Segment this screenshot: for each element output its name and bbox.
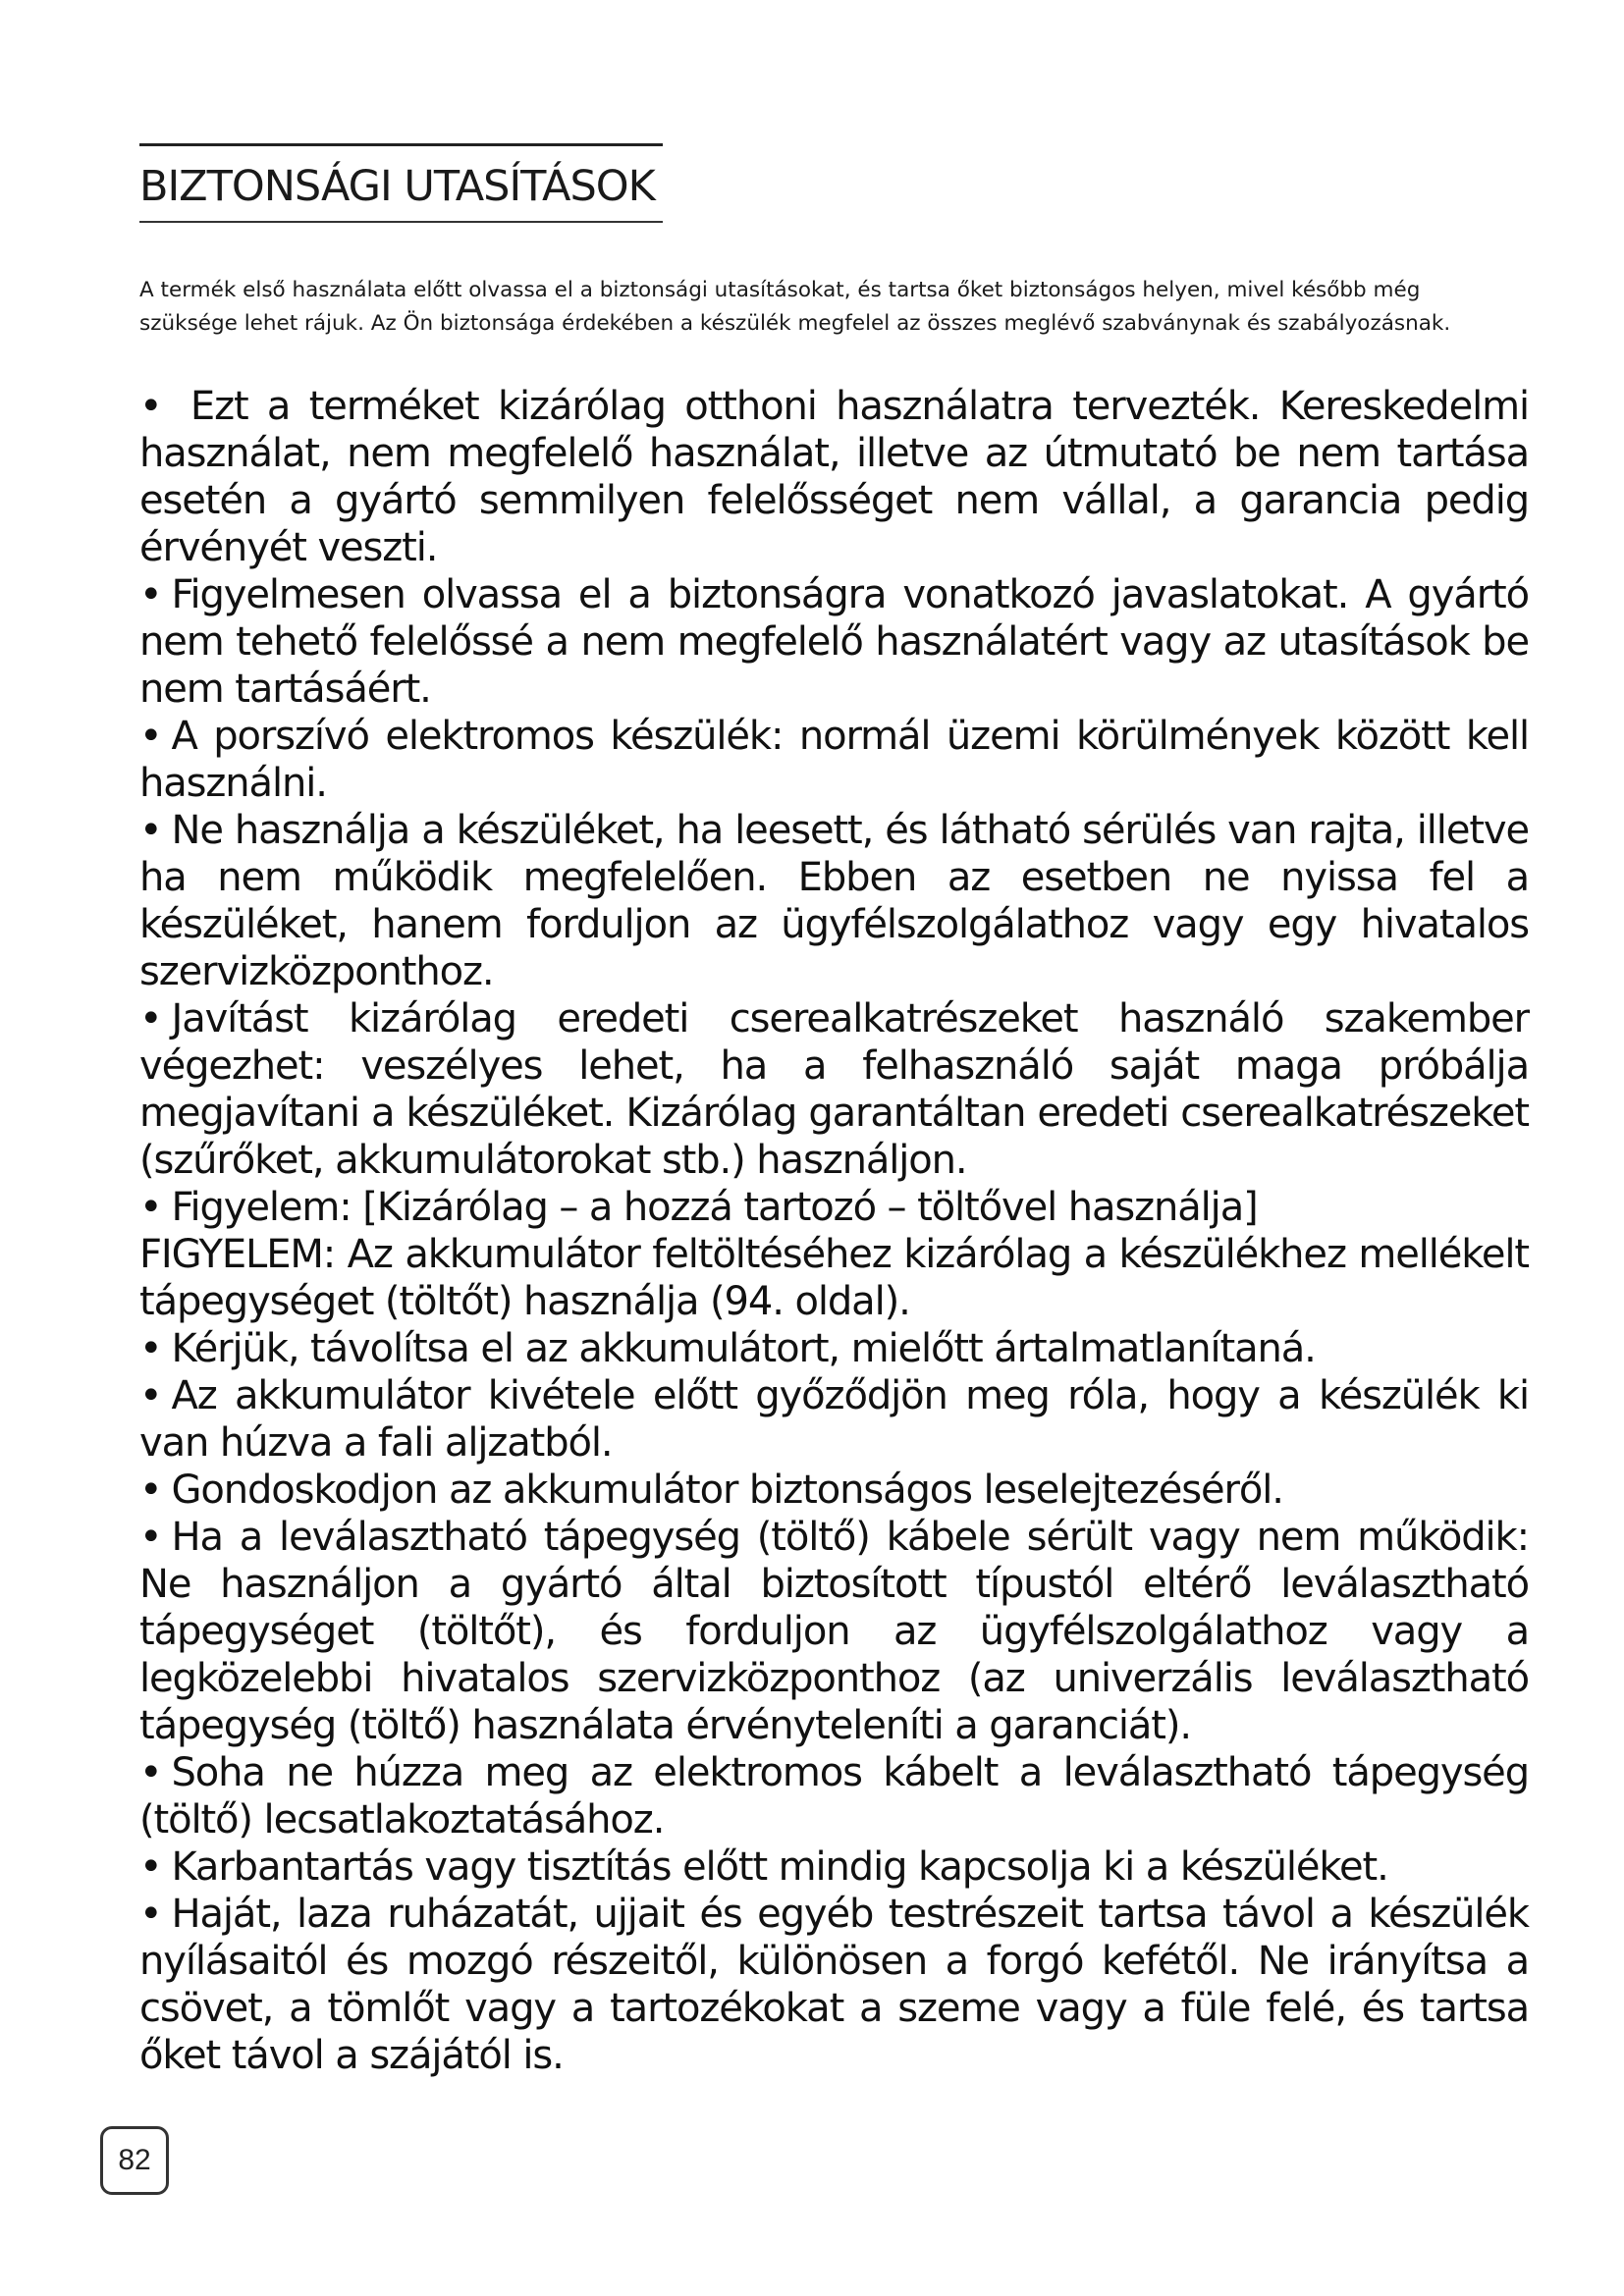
list-item — [139, 1514, 1529, 1749]
bullet-icon: • — [139, 1373, 162, 1418]
list-item-text: Gondoskodjon az akkumulátor biztonságos leselejtezéséről. — [171, 1468, 1283, 1513]
header-top-rule — [139, 143, 663, 146]
list-item-text: Karbantartás vagy tisztítás előtt mindig kapcsolja ki a készüléket. — [171, 1844, 1388, 1890]
page-title: BIZTONSÁGI UTASÍTÁSOK — [139, 162, 655, 211]
bullet-icon: • — [139, 1468, 162, 1513]
bullet-icon: • — [139, 1185, 162, 1230]
bullet-icon: • — [139, 1326, 162, 1371]
list-item-text: Javítást kizárólag eredeti cserealkatrészeket használó szakember végezhet: veszélyes lehet, ha a felhasználó saját maga próbálja megjavítani a készüléket. Kizárólag garantáltan eredeti cserealkatrészeket (szűrőket, akkumulátorokat stb.) használjon. — [139, 996, 1529, 1183]
list-item-text: Figyelmesen olvassa el a biztonságra vonatkozó javaslatokat. A gyártó nem tehető felelőssé a nem megfelelő használatért vagy az utasítások be nem tartásáért. — [139, 572, 1529, 712]
list-item — [139, 1325, 1529, 1372]
safety-instructions-list — [139, 383, 1529, 2079]
list-item-text: Ezt a terméket kizárólag otthoni használatra tervezték. Kereskedelmi használat, nem megfelelő használat, illetve az útmutató be nem tartása esetén a gyártó semmilyen felelősséget nem vállal, a garancia pedig érvényét veszti. — [139, 384, 1529, 570]
list-item — [139, 1843, 1529, 1891]
list-item — [139, 807, 1529, 995]
list-item-text: Soha ne húzza meg az elektromos kábelt a leválasztható tápegység (töltő) lecsatlakoztatásához. — [139, 1750, 1529, 1842]
bullet-icon: • — [139, 1515, 162, 1560]
list-item-text: Kérjük, távolítsa el az akkumulátort, mielőtt ártalmatlanítaná. — [171, 1326, 1316, 1371]
list-item — [139, 713, 1529, 807]
list-item — [139, 1749, 1529, 1843]
list-item — [139, 1372, 1529, 1467]
bullet-icon: • — [139, 996, 162, 1041]
warning-line: FIGYELEM: Az akkumulátor feltöltéséhez kizárólag a készülékhez mellékelt tápegységet (töltőt) használja (94. oldal). — [139, 1232, 1529, 1324]
bullet-icon: • — [139, 1892, 162, 1937]
list-item-text: Az akkumulátor kivétele előtt győződjön meg róla, hogy a készülék ki van húzva a fali aljzatból. — [139, 1373, 1529, 1466]
header-bottom-rule — [139, 221, 663, 223]
list-item-text: Ha a leválasztható tápegység (töltő) kábele sérült vagy nem működik: Ne használjon a gyártó által biztosított típustól eltérő leválasztható tápegységet (töltőt), és forduljon az ügyfélszolgálathoz vagy a legközelebbi hivatalos szervizközponthoz (az univerzális leválasztható tápegység (töltő) használata érvényteleníti a garanciát). — [139, 1515, 1529, 1748]
list-item-text: A porszívó elektromos készülék: normál üzemi körülmények között kell használni. — [139, 714, 1529, 806]
list-item-text: Haját, laza ruházatát, ujjait és egyéb testrészeit tartsa távol a készülék nyílásaitól és mozgó részeitől, különösen a forgó kefétől. Ne irányítsa a csövet, a tömlőt vagy a tartozékokat a szeme vagy a füle felé, és tartsa őket távol a szájától is. — [139, 1892, 1529, 2078]
list-item — [139, 383, 1529, 571]
list-item-text: Ne használja a készüléket, ha leesett, és látható sérülés van rajta, illetve ha nem működik megfelelően. Ebben az esetben ne nyissa fel a készüléket, hanem forduljon az ügyfélszolgálathoz vagy egy hivatalos szervizközponthoz. — [139, 808, 1529, 994]
bullet-icon: • — [139, 1750, 162, 1795]
page-number-badge: 82 — [100, 2126, 169, 2195]
bullet-icon: • — [139, 1844, 162, 1890]
list-item — [139, 1467, 1529, 1514]
intro-paragraph: A termék első használata előtt olvassa el a biztonsági utasításokat, és tartsa őket biztonságos helyen, mivel később még szüksége lehet rájuk. Az Ön biztonsága érdekében a készülék megfelel az összes meglévő szabványnak és szabályozásnak. — [139, 277, 1451, 336]
section-header — [139, 143, 670, 223]
bullet-icon: • — [139, 808, 162, 853]
list-item — [139, 1891, 1529, 2079]
bullet-icon: • — [139, 384, 162, 429]
list-item — [139, 1184, 1529, 1231]
list-item — [139, 571, 1529, 713]
bullet-icon: • — [139, 714, 162, 759]
list-item — [139, 995, 1529, 1184]
bullet-icon: • — [139, 572, 162, 617]
list-item-text: Figyelem: [Kizárólag – a hozzá tartozó – töltővel használja] — [171, 1185, 1258, 1230]
